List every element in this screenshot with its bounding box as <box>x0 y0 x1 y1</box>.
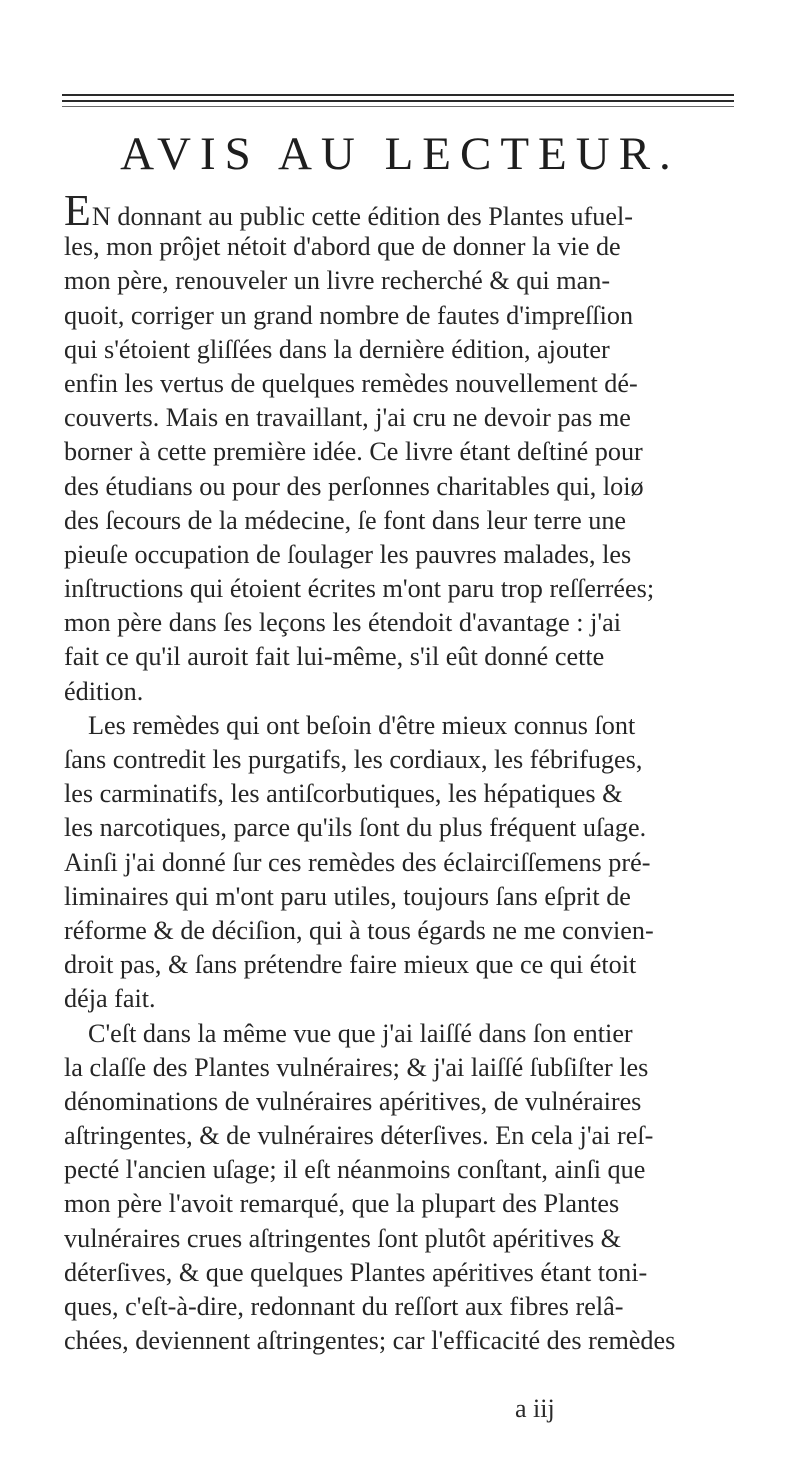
text-line: Les remèdes qui ont beſoin d'être mieux connus ſont <box>88 710 636 740</box>
text-line: réforme & de déciſion, qui à tous égards ne me convien- <box>64 915 654 945</box>
text-line: vulnéraires crues aſtringentes ſont plutôt apéritives & <box>64 1223 622 1253</box>
text-line: couverts. Mais en travaillant, j'ai cru ne devoir pas me <box>64 403 631 433</box>
text-line: pecté l'ancien uſage; il eſt néanmoins conſtant, ainſi que <box>64 1155 646 1185</box>
text-line: mon père l'avoit remarqué, que la plupart des Plantes <box>64 1189 620 1219</box>
text-line: édition. <box>64 676 144 706</box>
body-text <box>64 186 744 1358</box>
text-line: les carminatifs, les antiſcorbutiques, les hépatiques & <box>64 779 623 809</box>
text-line: EN donnant au public cette édition des Plantes ufuel- <box>64 186 633 235</box>
text-line: chées, deviennent aſtringentes; car l'efficacité des remèdes <box>64 1326 676 1356</box>
text-line: les narcotiques, parce qu'ils ſont du plus fréquent uſage. <box>64 813 647 843</box>
text-line: les, mon prôjet nétoit d'abord que de donner la vie de <box>64 232 621 262</box>
text-line: inſtructions qui étoient écrites m'ont paru trop reſſerrées; <box>64 574 655 604</box>
signature-mark: a iij <box>515 1394 555 1423</box>
text-line: ques, c'eſt-à-dire, redonnant du reſſort aux fibres relâ- <box>64 1292 624 1321</box>
text-line: déterſives, & que quelques Plantes apéritives étant toni- <box>64 1257 648 1287</box>
text-line: dénominations de vulnéraires apéritives, de vulnéraires <box>64 1086 642 1116</box>
text-line: pieuſe occupation de ſoulager les pauvres malades, les <box>64 539 632 569</box>
text-line: enfin les vertus de quelques remèdes nouvellement dé- <box>64 368 638 398</box>
top-double-rule-second <box>62 100 734 102</box>
text-line: Ainſi j'ai donné ſur ces remèdes des éclairciſſemens pré- <box>64 847 651 877</box>
text-line: la claſſe des Plantes vulnéraires; & j'ai laiſſé ſubſiſter les <box>64 1052 649 1082</box>
drop-cap: E <box>64 186 92 235</box>
text-line: mon père dans ſes leçons les étendoit d'avantage : j'ai <box>64 608 622 638</box>
text-line: déja fait. <box>64 984 156 1014</box>
text-line: aſtringentes, & de vulnéraires déterſives. En cela j'ai reſ- <box>64 1121 654 1151</box>
text-line: des ſecours de la médecine, ſe font dans leur terre une <box>64 505 627 535</box>
text-line: des étudians ou pour des perſonnes charitables qui, loiø <box>64 471 644 501</box>
top-double-rule <box>62 94 734 96</box>
page-title: AVIS AU LECTEUR. <box>120 128 680 180</box>
text-line: borner à cette première idée. Ce livre étant deſtiné pour <box>64 437 643 467</box>
top-thin-rule <box>62 106 734 107</box>
text-line: droit pas, & ſans prétendre faire mieux que ce qui étoit <box>64 950 637 980</box>
text-line: fait ce qu'il auroit fait lui-même, s'il eût donné cette <box>64 642 605 672</box>
text-line: C'eſt dans la même vue que j'ai laiſſé dans ſon entier <box>88 1018 633 1048</box>
text-line: liminaires qui m'ont paru utiles, toujours ſans eſprit de <box>64 881 631 911</box>
text-line: qui s'étoient gliſſées dans la dernière édition, ajouter <box>64 334 610 364</box>
text-line: quoit, corriger un grand nombre de fautes d'impreſſion <box>64 300 634 330</box>
text-line: mon père, renouveler un livre recherché & qui man- <box>64 266 611 296</box>
text-line: ſans contredit les purgatifs, les cordiaux, les fébrifuges, <box>64 745 643 774</box>
